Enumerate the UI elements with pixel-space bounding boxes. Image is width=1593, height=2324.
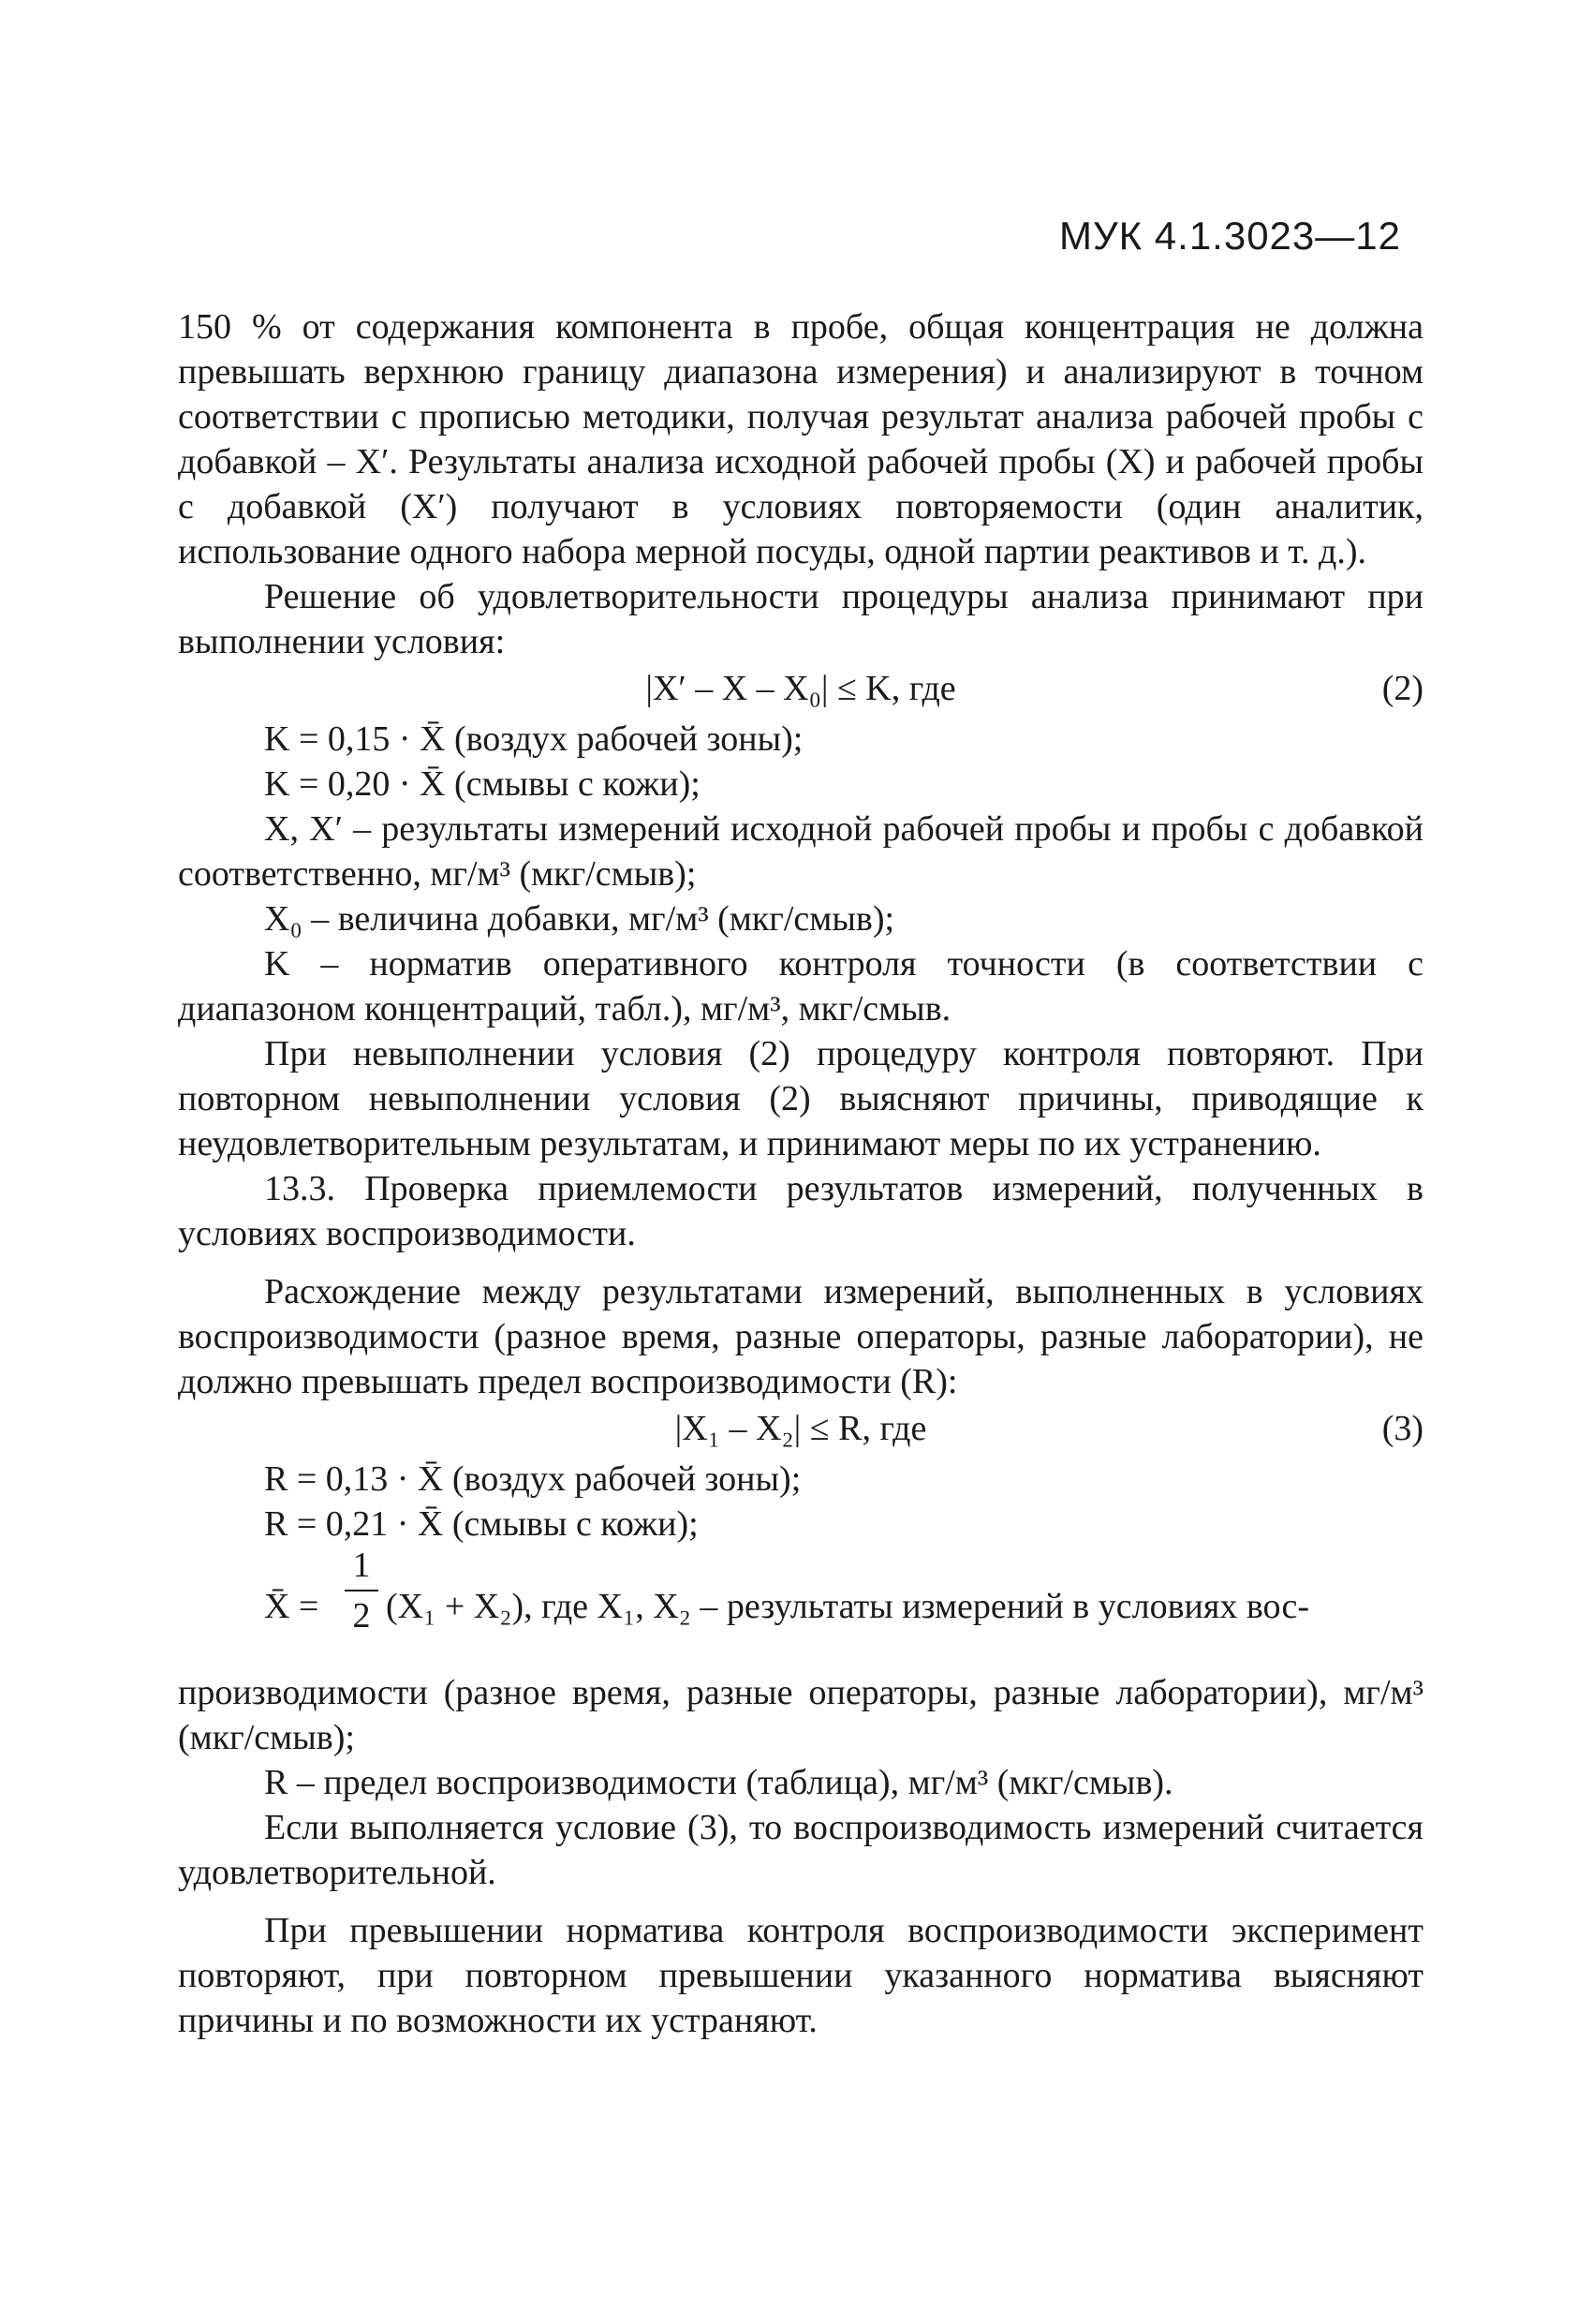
k-air-definition: K = 0,15 · X̄ (воздух рабочей зоны); bbox=[264, 719, 804, 759]
x0-definition: X₀ – величина добавки, мг/м³ (мкг/смыв); bbox=[264, 899, 895, 939]
document-body bbox=[178, 304, 1423, 2043]
reproducibility-conditions-definition: производимости (разное время, разные операторы, разные лаборатории), мг/м³ (мкг/смыв); bbox=[178, 1673, 1423, 1757]
mean-rhs: (X₁ + X₂), где X₁, X₂ – результаты измерений в условиях вос- bbox=[386, 1587, 1309, 1626]
document-code-header: МУК 4.1.3023—12 bbox=[1058, 214, 1401, 258]
formula-2 bbox=[178, 666, 1423, 711]
formula-2-number: (2) bbox=[1381, 669, 1423, 708]
formula-3-number: (3) bbox=[1381, 1409, 1423, 1448]
paragraph-continuation: 150 % от содержания компонента в пробе, общая концентрация не должна превышать верхнюю границу диапазона измерения) и анализируют в точном соответствии с прописью методики, получая результат анализа рабочей пробы с добавкой – X′. Результаты анализа исходной рабочей пробы (X) и рабочей пробы с добавкой (X′) получают в условиях повторяемости (один аналитик, использование одного набора мерной посуды, одной партии реактивов и т. д.). bbox=[178, 307, 1423, 571]
mean-fraction bbox=[345, 1547, 378, 1635]
paragraph-norm-exceeded: При превышении норматива контроля воспроизводимости эксперимент повторяют, при повторном превышении указанного норматива выясняют причины и по возможности их устраняют. bbox=[178, 1911, 1423, 2040]
k-skin-definition: K = 0,20 · X̄ (смывы с кожи); bbox=[264, 764, 701, 804]
paragraph-reproducibility: Расхождение между результатами измерений, выполненных в условиях воспроизводимости (разное время, разные операторы, разные лаборатории), не должно превышать предел воспроизводимости (R): bbox=[178, 1272, 1423, 1401]
x-definition: X, X′ – результаты измерений исходной рабочей пробы и пробы с добавкой соответственно, мг/м³ (мкг/смыв); bbox=[178, 809, 1423, 894]
section-13-3-heading: 13.3. Проверка приемлемости результатов измерений, полученных в условиях воспроизводимости. bbox=[178, 1169, 1423, 1253]
r-skin-definition: R = 0,21 · X̄ (смывы с кожи); bbox=[264, 1504, 699, 1544]
mean-formula bbox=[178, 1547, 1423, 1670]
mean-lhs: X̄ = bbox=[264, 1587, 319, 1626]
r-limit-definition: R – предел воспроизводимости (таблица), мг/м³ (мкг/смыв). bbox=[264, 1763, 1173, 1802]
k-norm-definition: K – норматив оперативного контроля точности (в соответствии с диапазоном концентраций, табл.), мг/м³, мкг/смыв. bbox=[178, 944, 1423, 1029]
formula-3-expression: |X₁ – X₂| ≤ R, где bbox=[674, 1409, 927, 1448]
formula-3 bbox=[178, 1406, 1423, 1451]
mean-fraction-denominator: 2 bbox=[352, 1596, 371, 1636]
r-air-definition: R = 0,13 · X̄ (воздух рабочей зоны); bbox=[264, 1459, 802, 1499]
paragraph-repeat-procedure: При невыполнении условия (2) процедуру контроля повторяют. При повторном невыполнении условия (2) выясняют причины, приводящие к неудовлетворительным результатам, и принимают меры по их устранению. bbox=[178, 1034, 1423, 1163]
formula-2-expression: |X′ – X – X₀| ≤ K, где bbox=[645, 669, 956, 708]
paragraph-condition-intro: Решение об удовлетворительности процедуры анализа принимают при выполнении условия: bbox=[178, 577, 1423, 661]
mean-fraction-numerator: 1 bbox=[352, 1546, 371, 1585]
paragraph-condition-3-met: Если выполняется условие (3), то воспроизводимость измерений считается удовлетворительной. bbox=[178, 1808, 1423, 1892]
